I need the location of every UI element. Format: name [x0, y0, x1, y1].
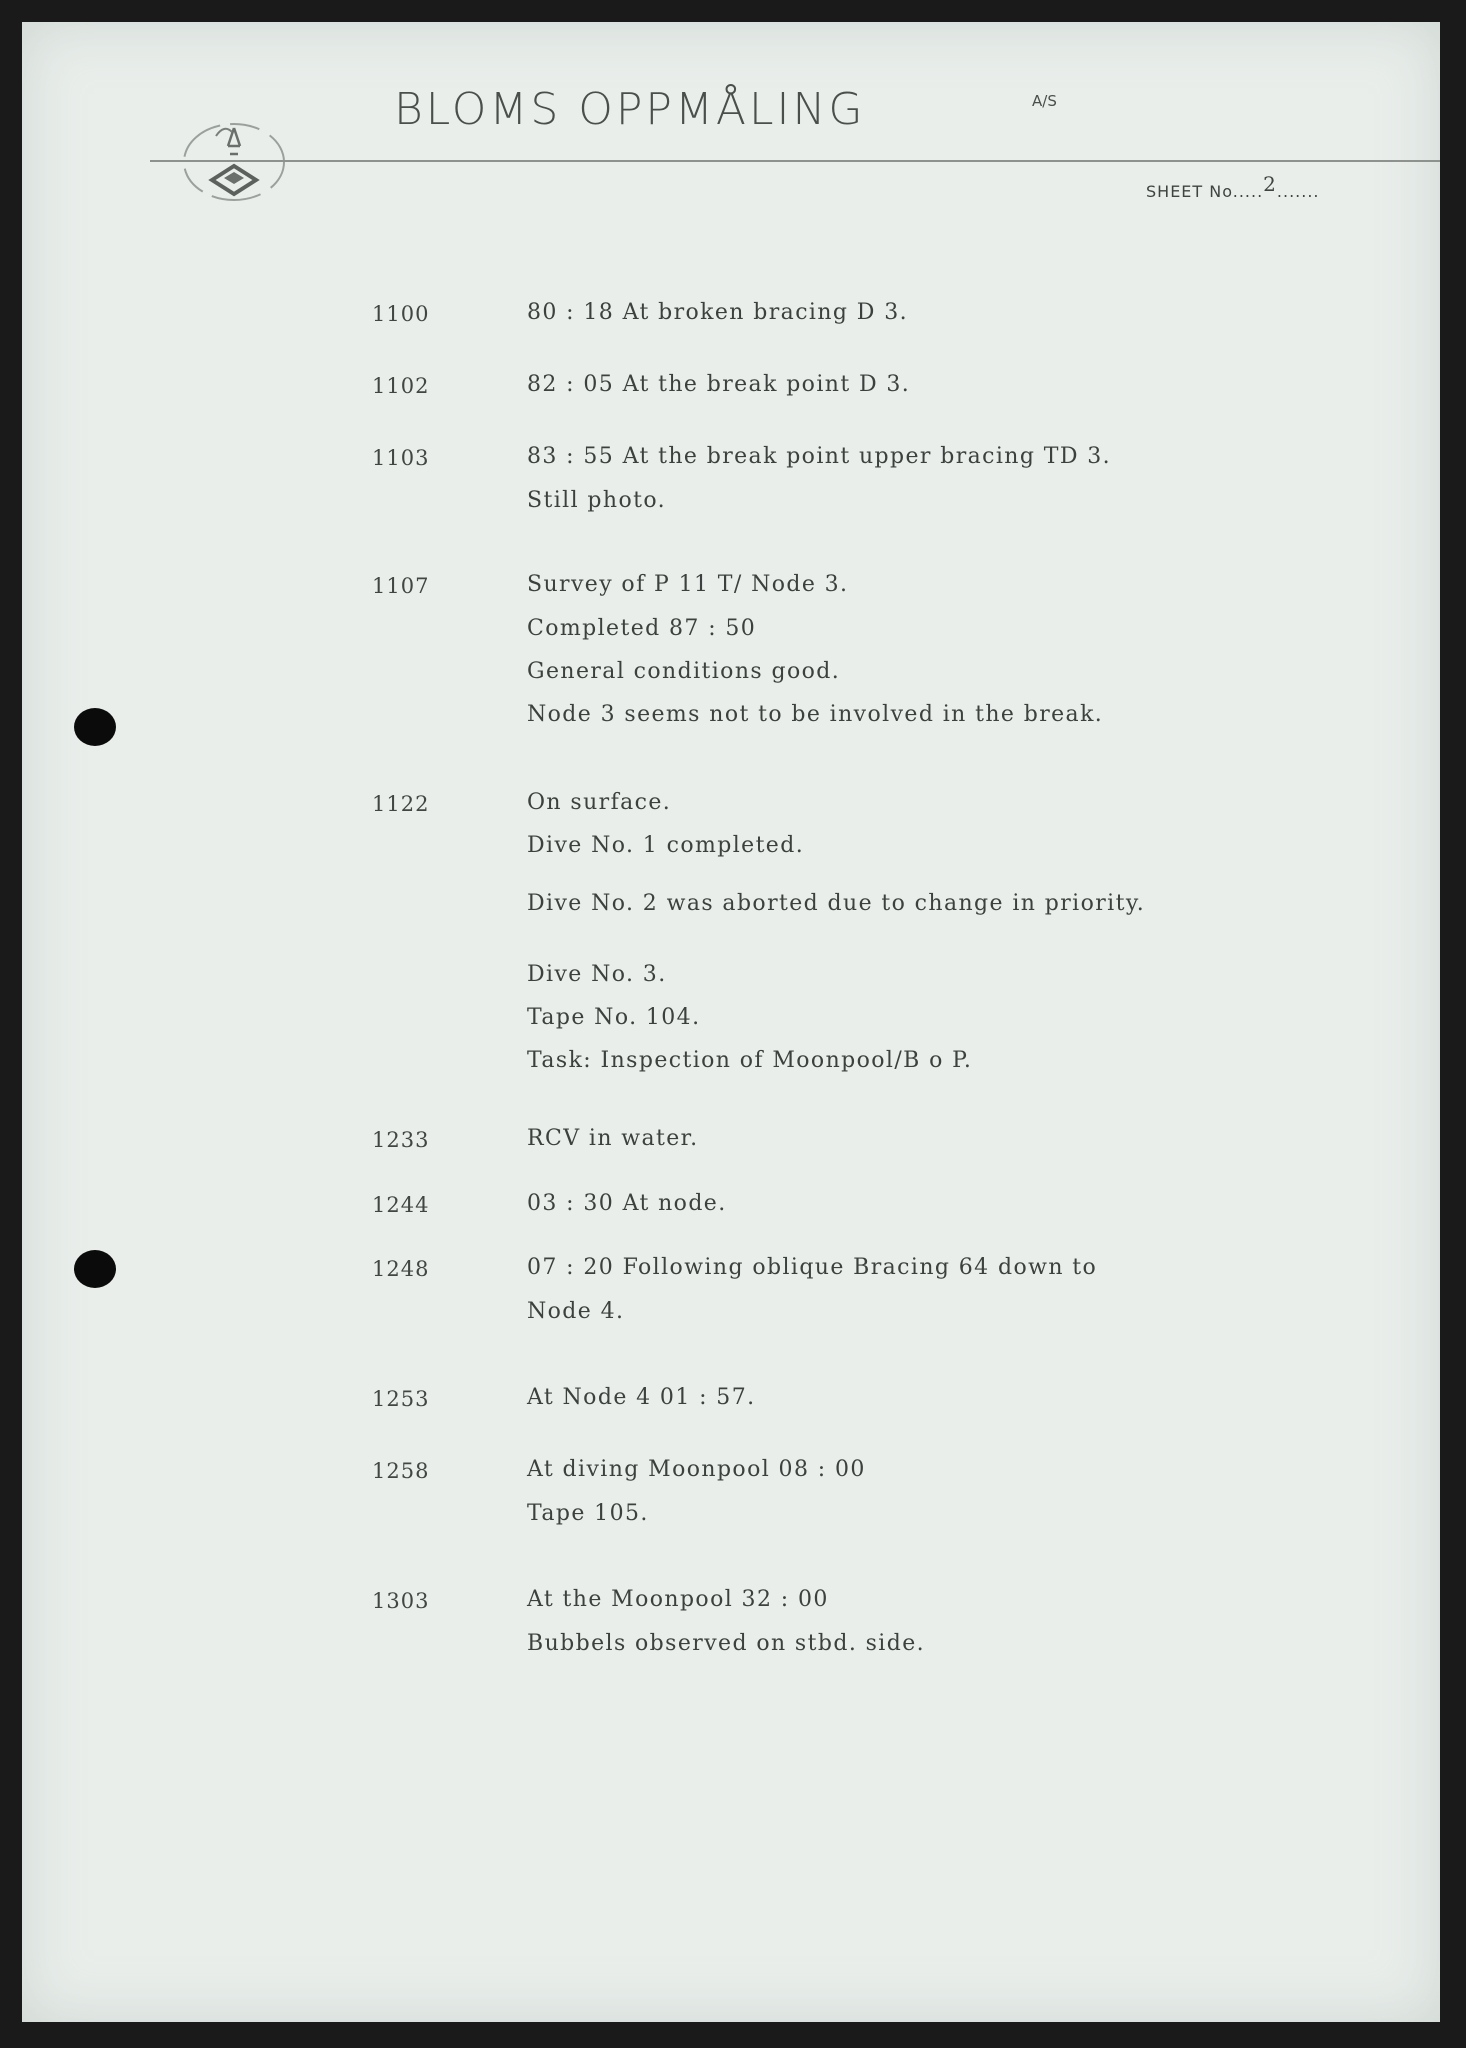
entry-text: 82 : 05 At the break point D 3.	[527, 372, 911, 397]
entry-time: 1103	[372, 446, 430, 470]
entry-text: Tape 105.	[527, 1501, 649, 1526]
entry-text: Survey of P 11 T/ Node 3.	[527, 572, 849, 597]
document-page	[22, 22, 1440, 2022]
entry-text: Dive No. 2 was aborted due to change in priority.	[527, 891, 1146, 916]
entry-text: General conditions good.	[527, 659, 841, 684]
entry-time: 1248	[372, 1257, 430, 1281]
entry-text: Tape No. 104.	[527, 1005, 701, 1030]
entry-text: At diving Moonpool 08 : 00	[527, 1457, 866, 1482]
sheet-number: 2	[1263, 172, 1277, 196]
entry-time: 1100	[372, 302, 430, 326]
entry-text: 03 : 30 At node.	[527, 1191, 727, 1216]
entry-text: Bubbels observed on stbd. side.	[527, 1631, 926, 1656]
entry-text: Node 4.	[527, 1299, 625, 1324]
entry-text: Dive No. 3.	[527, 962, 667, 987]
entry-text: At Node 4 01 : 57.	[527, 1385, 756, 1410]
sheet-number-label: SHEET No.	[1146, 182, 1239, 201]
entry-time: 1244	[372, 1193, 430, 1217]
entry-text: 83 : 55 At the break point upper bracing TD 3.	[527, 444, 1112, 469]
entry-text: Still photo.	[527, 488, 667, 513]
company-name: BLOMS OPPMÅLING	[394, 84, 866, 135]
entry-text: Dive No. 1 completed.	[527, 833, 805, 858]
entry-time: 1258	[372, 1459, 430, 1483]
entry-time: 1303	[372, 1589, 430, 1613]
log-entries	[22, 22, 1440, 2022]
entry-text: Node 3 seems not to be involved in the break.	[527, 702, 1104, 727]
entry-text: 07 : 20 Following oblique Bracing 64 down to	[527, 1255, 1098, 1280]
entry-text: Task: Inspection of Moonpool/B o P.	[527, 1048, 973, 1073]
entry-time: 1102	[372, 374, 430, 398]
company-suffix: A/S	[1032, 92, 1057, 110]
entry-time: 1107	[372, 574, 430, 598]
entry-text: RCV in water.	[527, 1126, 699, 1151]
sheet-number-field: SHEET No.....2.......	[1146, 172, 1320, 201]
entry-text: On surface.	[527, 790, 672, 815]
entry-time: 1122	[372, 792, 430, 816]
entry-text: At the Moonpool 32 : 00	[527, 1587, 829, 1612]
entry-text: 80 : 18 At broken bracing D 3.	[527, 300, 909, 325]
entry-time: 1233	[372, 1128, 430, 1152]
entry-time: 1253	[372, 1387, 430, 1411]
entry-text: Completed 87 : 50	[527, 616, 757, 641]
